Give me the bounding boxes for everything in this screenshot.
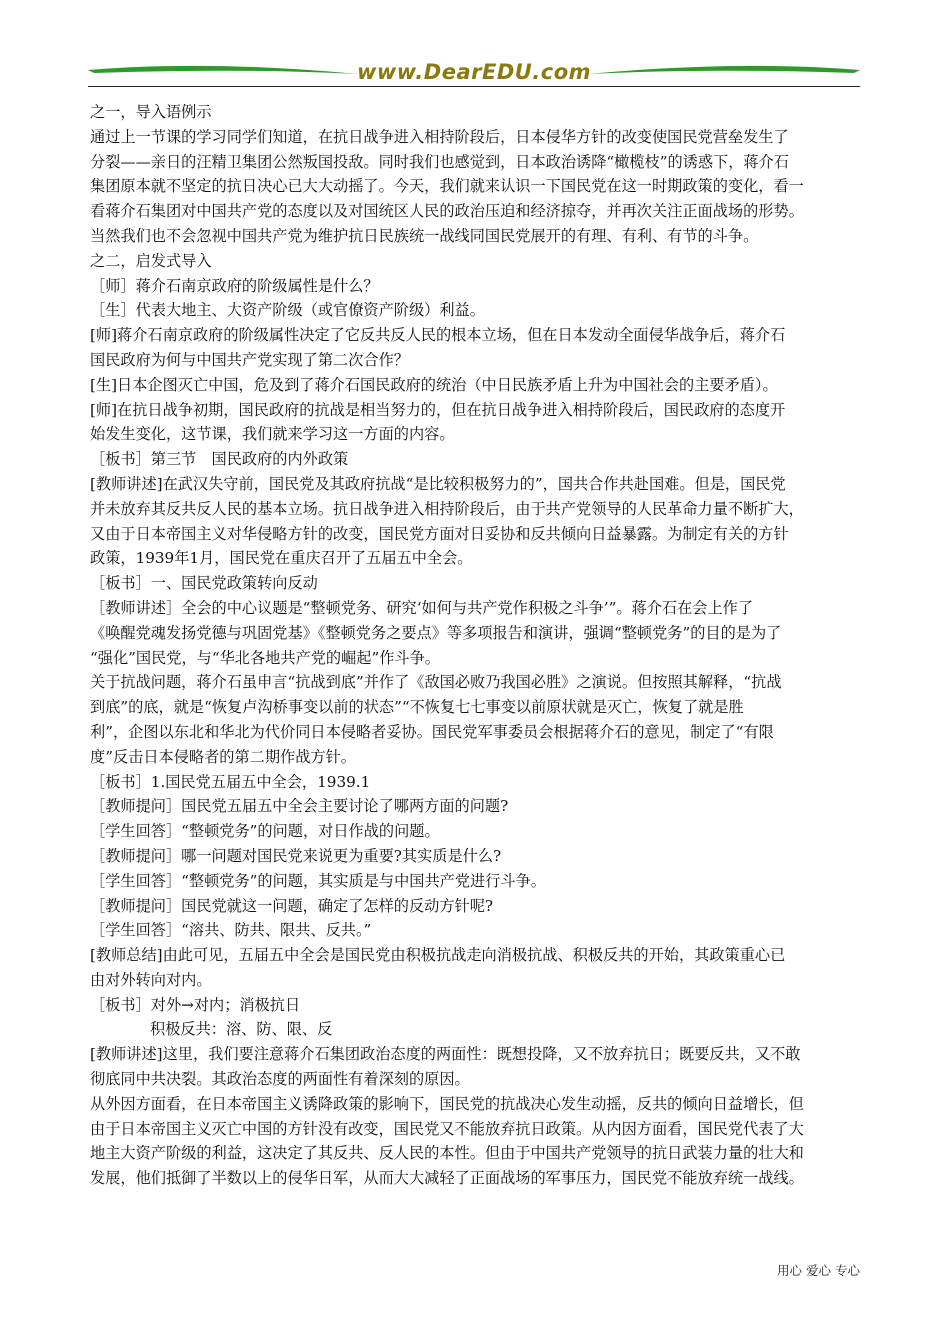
site-header xyxy=(88,58,860,94)
paragraph-line: 政策，1939年1月，国民党在重庆召开了五届五中全会。 xyxy=(90,549,473,568)
dialogue-line: ［师］蒋介石南京政府的阶级属性是什么？ xyxy=(90,276,379,295)
dialogue-line: ［教师提问］国民党就这一问题，确定了怎样的反动方针呢? xyxy=(90,896,494,915)
paragraph-line: 集团原本就不坚定的抗日决心已大大动摇了。今天，我们就来认识一下国民党在这一时期政策的变化，看一 xyxy=(90,177,804,196)
dialogue-line: ［教师提问］哪一问题对国民党来说更为重要?其实质是什么? xyxy=(90,846,502,865)
dialogue-line: 国民政府为何与中国共产党实现了第二次合作？ xyxy=(90,350,409,369)
paragraph-line: 利”，企图以东北和华北为代价同日本侵略者妥协。国民党军事委员会根据蒋介石的意见，制定了“有限 xyxy=(90,722,774,741)
board-note-line: ［板书］1.国民党五届五中全会，1939.1 xyxy=(90,772,371,791)
paragraph-line: ［教师讲述］全会的中心议题是“整顿党务、研究‘如何与共产党作积极之斗争’”。蒋介石在会上作了 xyxy=(90,598,754,617)
paragraph-line: 并未放弃其反共反人民的基本立场。抗日战争进入相持阶段后，由于共产党领导的人民革命力量不断扩大， xyxy=(90,499,804,518)
paragraph-line: 发展，他们抵御了半数以上的侵华日军，从而大大减轻了正面战场的军事压力，国民党不能放弃统一战线。 xyxy=(90,1169,804,1188)
paragraph-line: 从外因方面看，在日本帝国主义诱降政策的影响下，国民党的抗战决心发生动摇，反共的倾向日益增长，但 xyxy=(90,1094,804,1113)
dialogue-line: ［学生回答］“溶共、防共、限共、反共。” xyxy=(90,921,372,940)
dialogue-line: ［学生回答］“整顿党务”的问题，对日作战的问题。 xyxy=(90,822,440,841)
paragraph-line: [教师总结]由此可见，五届五中全会是国民党由积极抗战走向消极抗战、积极反共的开始，其政策重心已 xyxy=(90,946,786,965)
paragraph-line: “强化”国民党，与“华北各地共产党的崛起”作斗争。 xyxy=(90,648,440,667)
dialogue-line: [师]蒋介石南京政府的阶级属性决定了它反共反人民的根本立场，但在日本发动全面侵华战争后，蒋介石 xyxy=(90,326,786,345)
paragraph-line: 度”反击日本侵略者的第二期作战方针。 xyxy=(90,747,356,766)
paragraph-line: 通过上一节课的学习同学们知道，在抗日战争进入相持阶段后，日本侵华方针的改变使国民党营垒发生了 xyxy=(90,127,789,146)
paragraph-line: 地主大资产阶级的利益，这决定了其反共、反人民的本性。但由于中国共产党领导的抗日武装力量的壮大和 xyxy=(90,1144,804,1163)
paragraph-line: 《唤醒党魂发扬党德与巩固党基》《整顿党务之要点》等多项报告和演讲，强调“整顿党务”的目的是为了 xyxy=(90,623,782,642)
dialogue-line: [师]在抗日战争初期，国民政府的抗战是相当努力的，但在抗日战争进入相持阶段后，国民政府的态度开 xyxy=(90,400,786,419)
paragraph-line: 由对外转向对内。 xyxy=(90,970,212,989)
paragraph-line: 由于日本帝国主义灭亡中国的方针没有改变，国民党又不能放弃抗日政策。从内因方面看，国民党代表了大 xyxy=(90,1119,804,1138)
board-note-line-indented: 积极反共：溶、防、限、反 xyxy=(150,1020,333,1039)
dialogue-line: 始发生变化，这节课，我们就来学习这一方面的内容。 xyxy=(90,425,455,444)
paragraph-line: 到底”的底，就是“恢复卢沟桥事变以前的状态”“不恢复七七事变以前原状就是灭亡，恢复了就是胜 xyxy=(90,698,744,717)
paragraph-line: 当然我们也不会忽视中国共产党为维护抗日民族统一战线同国民党展开的有理、有利、有节的斗争。 xyxy=(90,226,759,245)
paragraph-line: 关于抗战问题，蒋介石虽申言“抗战到底”并作了《敌国必败乃我国必胜》之演说。但按照其解释，“抗战 xyxy=(90,673,782,692)
section-heading-heuristic-intro: 之二，启发式导入 xyxy=(90,251,212,270)
paragraph-line: 看蒋介石集团对中国共产党的态度以及对国统区人民的政治压迫和经济掠夺，并再次关注正面战场的形势。 xyxy=(90,202,804,221)
paragraph-line: 分裂——亲日的汪精卫集团公然叛国投敌。同时我们也感觉到，日本政治诱降“橄榄枝”的诱惑下，蒋介石 xyxy=(90,152,789,171)
board-note-line: ［板书］第三节 国民政府的内外政策 xyxy=(90,450,349,469)
dialogue-line: [生]日本企图灭亡中国，危及到了蒋介石国民政府的统治（中日民族矛盾上升为中国社会的主要矛盾）。 xyxy=(90,375,778,394)
dialogue-line: ［教师提问］国民党五届五中全会主要讨论了哪两方面的问题? xyxy=(90,797,509,816)
header-divider xyxy=(88,86,860,87)
paragraph-line: [教师讲述]在武汉失守前，国民党及其政府抗战“是比较积极努力的”，国共合作共赴国难。但是，国民党 xyxy=(90,474,786,493)
paragraph-line: 又由于日本帝国主义对华侵略方针的改变，国民党方面对日妥协和反共倾向日益暴露。为制定有关的方针 xyxy=(90,524,789,543)
dialogue-line: ［生］代表大地主、大资产阶级（或官僚资产阶级）利益。 xyxy=(90,301,485,320)
paragraph-line: [教师讲述]这里，我们要注意蒋介石集团政治态度的两面性：既想投降，又不放弃抗日；既要反共，又不敢 xyxy=(90,1045,801,1064)
board-note-line: ［板书］对外→对内；消极抗日 xyxy=(90,995,301,1014)
section-heading-intro-example: 之一，导入语例示 xyxy=(90,103,212,121)
document-body xyxy=(90,100,862,1191)
paragraph-line: 彻底同中共决裂。其政治态度的两面性有着深刻的原因。 xyxy=(90,1070,470,1089)
dialogue-line: ［学生回答］“整顿党务”的问题，其实质是与中国共产党进行斗争。 xyxy=(90,871,546,890)
board-note-line: ［板书］一、国民党政策转向反动 xyxy=(90,574,318,593)
site-logo-text: www.DearEDU.com xyxy=(356,60,592,84)
footer-slogan: 用心 爱心 专心 xyxy=(777,1263,860,1278)
